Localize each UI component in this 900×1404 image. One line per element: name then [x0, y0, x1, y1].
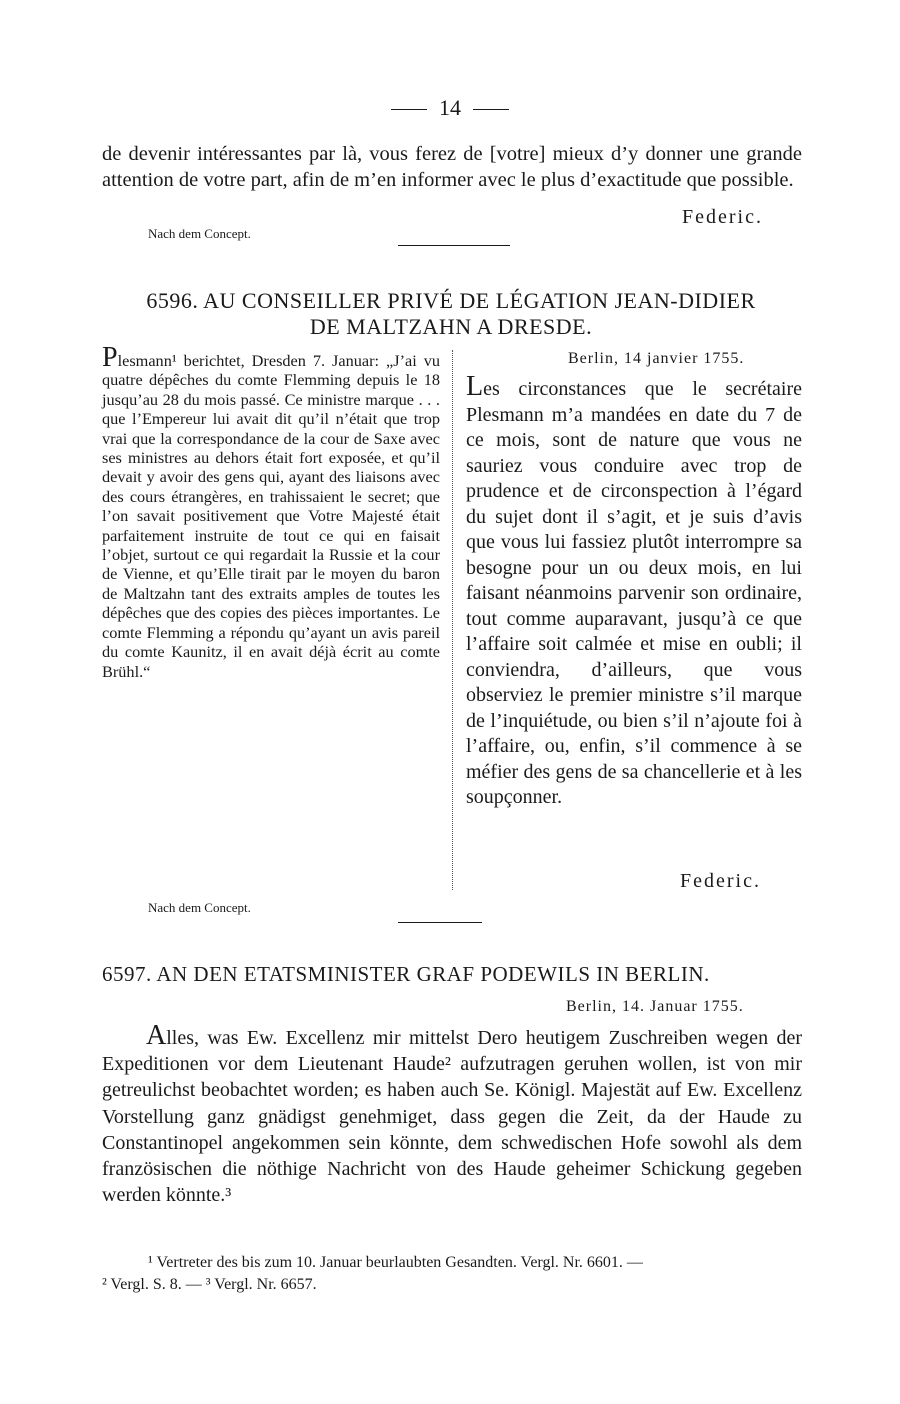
letter-6596-heading-line1: [100, 288, 802, 314]
footnote-line-2: ² Vergl. S. 8. — ³ Vergl. Nr. 6657.: [102, 1276, 317, 1293]
page-number-text: 14: [439, 95, 461, 120]
letter-6596-dateline: Berlin, 14 janvier 1755.: [568, 350, 745, 367]
letter-6596-number: 6596.: [146, 288, 199, 313]
page-number: [0, 95, 900, 121]
letter-6596-body: [466, 371, 802, 811]
footnote-line-1: ¹ Vertreter des bis zum 10. Januar beurlaubten Gesandten. Vergl. Nr. 6601. —: [148, 1254, 643, 1271]
letter-6596-report-text: lesmann¹ berichtet, Dresden 7. Januar: „J’ai vu quatre dépêches du comte Flemming depuis le 18 jusqu’au 28 du mois passé. Ce ministre marque . . . que l’Empereur lui avait dit qu’il n’était que trop vrai que la correspondance de la cour de Saxe avec ses ministres au dehors était fort exposée, et qu’il devait y avoir des gens qui, ayant des liaisons avec des cours étrangères, en trahissaient le secret; que l’on savait positivement que Votre Majesté était parfaitement instruite de tout ce qui en faisait l’objet, surtout ce qui regardait la Russie et la cour de Vienne, et qu’Elle tirait par le moyen du baron de Maltzahn tant des extraits amples de toutes les dépêches que des copies des pièces importantes. Le comte Flemming a répondu qu’ayant un avis pareil du comte Kaunitz, il en avait déjà écrit au comte Brühl.“: [102, 351, 440, 681]
letter-6596-title-line2: DE MALTZAHN A DRESDE.: [309, 314, 593, 339]
letter-6597-heading: [102, 962, 812, 987]
letter-6597-indent: [102, 1027, 146, 1049]
letter-6597-body: [102, 1020, 802, 1208]
letter-6596-body-dropcap: L: [466, 371, 484, 402]
letter-6597-text: lles, was Ew. Excellenz mir mittelst Dero heutigem Zuschreiben wegen der Expeditionen vor dem Lieutenant Haude² aufzutragen geruhen wollen, ist von mir getreulichst beobachtet worden; es haben auch Se. Königl. Majestät auf Ew. Excellenz Vorstellung ganz gnädigst genehmiget, dass gegen die Zeit, da der Haude zu Constantinopel angekommen sein könnte, dem schwedischen Hofe sowohl als dem französischen die nöthige Nachricht von des Haude geheimer Schickung gegeben werden könnte.³: [102, 1027, 802, 1207]
column-separator: [452, 350, 453, 890]
letter-6596-report-column: [102, 342, 440, 681]
letter-6596-signature: Federic.: [680, 870, 761, 892]
letter-6597-dateline: Berlin, 14. Januar 1755.: [566, 998, 744, 1015]
continuation-signature: Federic.: [682, 206, 763, 228]
continuation-source-note: Nach dem Concept.: [148, 226, 251, 241]
letter-6596-heading: [100, 288, 802, 340]
page-number-dash-right: [473, 109, 509, 110]
footnotes: [102, 1252, 802, 1296]
continuation-paragraph: de devenir intéressantes par là, vous ferez de [votre] mieux d’y donner une grande attention de votre part, afin de m’en informer avec le plus d’exactitude que possible.: [102, 143, 802, 191]
section-divider-2: [398, 922, 482, 923]
page-number-dash-left: [391, 109, 427, 110]
section-divider-1: [398, 245, 510, 246]
letter-6596-title-line1: AU CONSEILLER PRIVÉ DE LÉGATION JEAN-DIDIER: [203, 288, 756, 313]
letter-6596-body-text: es circonstances que le secrétaire Plesmann m’a mandées en date du 7 de ce mois, sont de nature que vous ne sauriez vous conduire avec trop de prudence et de circonspection à l’égard du sujet dont il s’agit, et je suis d’avis que vous lui fassiez plutôt interrompre sa besogne pour un ou deux mois, en lui faisant néanmoins parvenir son ordinaire, tout comme auparavant, jusqu’à ce que l’affaire soit calmée et mise en oubli; il conviendra, d’ailleurs, que vous observiez le premier ministre s’il marque de l’inquiétude, ou bien s’il n’ajoute foi à l’affaire, ou, enfin, s’il commence à se méfier des gens de sa chancellerie et à les soupçonner.: [466, 378, 802, 808]
letter-6597-title: AN DEN ETATSMINISTER GRAF PODEWILS IN BERLIN.: [156, 962, 710, 986]
letter-6597-dropcap: A: [146, 1020, 167, 1051]
letter-6596-source-note: Nach dem Concept.: [148, 900, 251, 915]
letter-6597-number: 6597.: [102, 962, 152, 986]
letter-6596-report-dropcap: P: [102, 342, 118, 373]
